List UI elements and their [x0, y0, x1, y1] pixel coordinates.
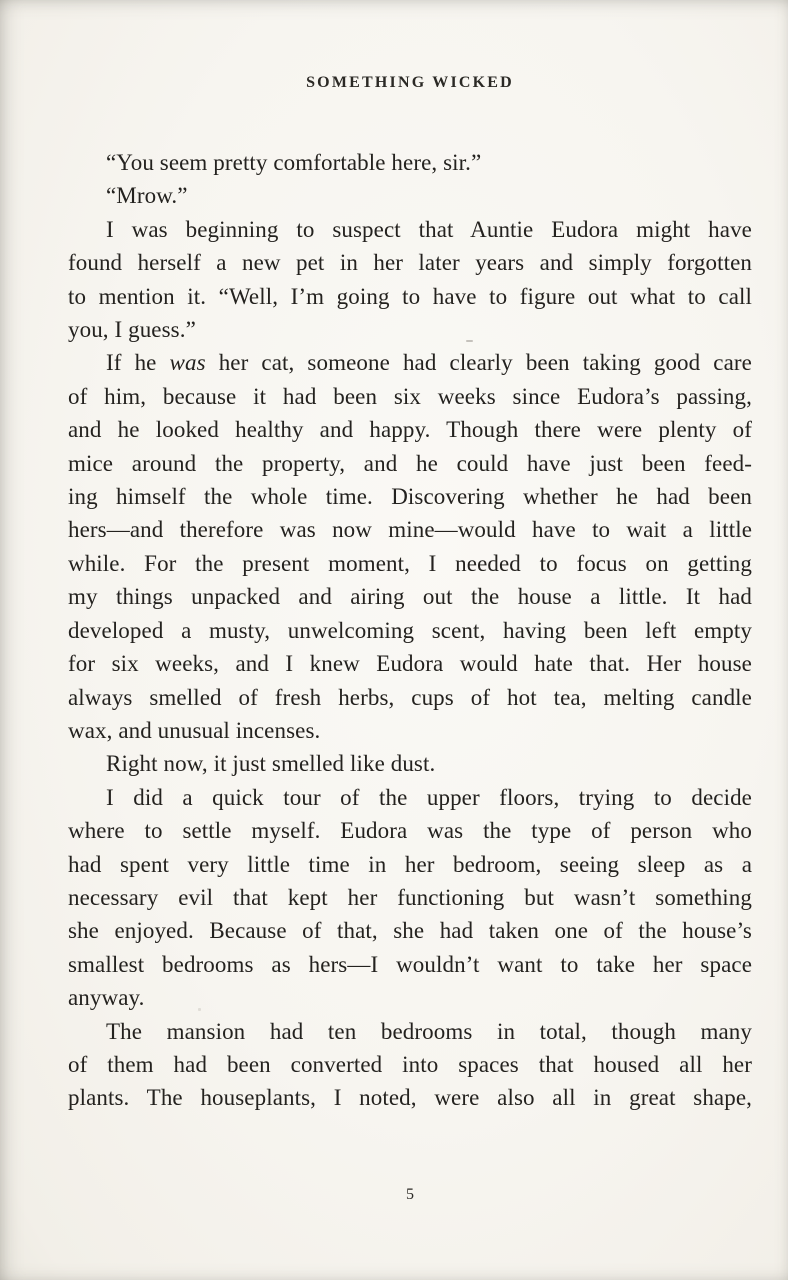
text-line: necessary evil that kept her functioning but wasn’t something [68, 884, 752, 910]
text-line: I did a quick tour of the upper floors, trying to decide [106, 784, 752, 810]
text-line: had spent very little time in her bedroom, seeing sleep as a [68, 851, 752, 877]
scan-artifact [198, 1008, 201, 1011]
text-line: for six weeks, and I knew Eudora would hate that. Her house [68, 651, 752, 677]
text-line: The mansion had ten bedrooms in total, though many [106, 1018, 752, 1044]
text-line: always smelled of fresh herbs, cups of hot tea, melting candle [68, 684, 752, 710]
text-line: hers—and therefore was now mine—would have to wait a little [68, 517, 752, 543]
text-line: while. For the present moment, I needed to focus on getting [68, 550, 752, 576]
text-line: to mention it. “Well, I’m going to have to figure out what to call [68, 283, 752, 309]
text-line: I was beginning to suspect that Auntie Eudora might have [106, 216, 752, 242]
text-line: smallest bedrooms as hers—I wouldn’t want to take her space [68, 951, 752, 977]
body-text [68, 146, 752, 1115]
running-header: SOMETHING WICKED [306, 74, 514, 91]
scan-artifact [466, 340, 473, 342]
text-line: developed a musty, unwelcoming scent, having been left empty [68, 617, 752, 643]
text-line: you, I guess.” [68, 317, 196, 343]
text-line: ing himself the whole time. Discovering whether he had been [68, 484, 752, 510]
text-line: Right now, it just smelled like dust. [106, 751, 436, 777]
text-line: plants. The houseplants, I noted, were also all in great shape, [68, 1085, 752, 1111]
text-line: found herself a new pet in her later years and simply forgotten [68, 250, 752, 276]
page-number: 5 [406, 1186, 414, 1203]
text-line: where to settle myself. Eudora was the type of person who [68, 818, 752, 844]
text-line: and he looked healthy and happy. Though there were plenty of [68, 417, 752, 443]
text-line: of them had been converted into spaces that housed all her [68, 1051, 752, 1077]
text-line: my things unpacked and airing out the house a little. It had [68, 584, 752, 610]
text-line: If he was her cat, someone had clearly been taking good care [106, 350, 752, 376]
text-line: “Mrow.” [106, 183, 188, 209]
text-line: wax, and unusual incenses. [68, 717, 321, 743]
text-line: anyway. [68, 985, 145, 1011]
text-line: of him, because it had been six weeks since Eudora’s passing, [68, 383, 752, 409]
text-line: she enjoyed. Because of that, she had taken one of the house’s [68, 918, 752, 944]
text-line: “You seem pretty comfortable here, sir.” [106, 150, 482, 175]
text-line: mice around the property, and he could have just been feed- [68, 450, 752, 476]
